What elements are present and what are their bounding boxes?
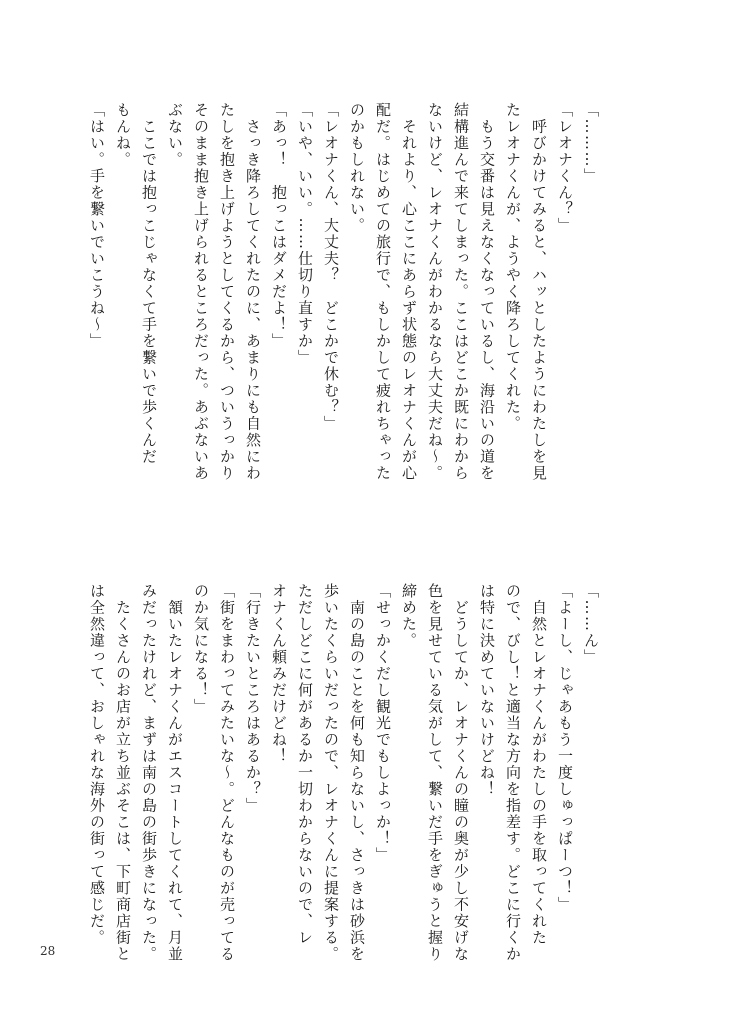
- text-line: 歩いたくらいだったので、レオナくんに提案する。: [322, 583, 340, 963]
- text-line: ここでは抱っこじゃなくて手を繋いで歩くんだ: [140, 102, 158, 465]
- text-line: 「……ん」: [582, 583, 600, 666]
- text-line: さっき降ろしてくれたのに、あまりにも自然にわ: [244, 102, 262, 482]
- text-line: 「いや、いい。……仕切り直すか」: [296, 102, 314, 366]
- text-block-bottom: [84, 583, 604, 963]
- text-line: 「よーし、じゃあもう一度しゅっぱーつ！」: [556, 583, 574, 913]
- text-line: ので、びし！と適当な方向を指差す。どこに行くか: [504, 583, 522, 963]
- text-line: たレオナくんが、ようやく降ろしてくれた。: [504, 102, 522, 432]
- text-line: のか気になる！」: [192, 583, 210, 715]
- text-line: 「………」: [582, 102, 600, 185]
- text-line: 「あっ！ 抱っこはダメだよ！」: [270, 102, 288, 350]
- text-line: 「レオナくん？」: [556, 102, 574, 234]
- text-line: たしを抱き上げようとしてくるから、ついうっかり: [218, 102, 236, 482]
- text-line: は特に決めていないけどね！: [478, 583, 496, 798]
- text-line: 「街をまわってみたいな〜。どんなものが売ってる: [218, 583, 236, 963]
- text-line: 結構進んで来てしまった。ここはどこか既にわから: [452, 102, 470, 482]
- page-number: 28: [40, 944, 56, 958]
- text-line: もう交番は見えなくなっているし、海沿いの道を: [478, 102, 496, 482]
- text-line: それより、心ここにあらず状態のレオナくんが心: [400, 102, 418, 482]
- text-line: のかもしれない。: [348, 102, 366, 234]
- text-line: みだったけれど、まずは南の島の街歩きになった。: [140, 583, 158, 963]
- text-line: 配だ。はじめての旅行で、もしかして疲れちゃった: [374, 102, 392, 482]
- text-line: そのまま抱き上げられるところだった。あぶないあ: [192, 102, 210, 482]
- text-line: 「レオナくん、大丈夫？ どこかで休む？」: [322, 102, 340, 432]
- text-line: 「行きたいところはあるか？」: [244, 583, 262, 814]
- text-line: オナくん頼みだけどね！: [270, 583, 288, 765]
- text-line: 「せっかくだし観光でもしよっか！」: [374, 583, 392, 864]
- text-line: 色を見せている気がして、繋いだ手をぎゅうと握り: [426, 583, 444, 963]
- text-line: は全然違って、おしゃれな海外の街って感じだ。: [88, 583, 106, 946]
- text-line: 自然とレオナくんがわたしの手を取ってくれた: [530, 583, 548, 946]
- text-line: ただしどこに何があるか一切わからないので、レ: [296, 583, 314, 946]
- text-line: 締めた。: [400, 583, 418, 649]
- text-line: たくさんのお店が立ち並ぶそこは、下町商店街と: [114, 583, 132, 963]
- text-line: 頷いたレオナくんがエスコートしてくれて、月並: [166, 583, 184, 963]
- text-line: どうしてか、レオナくんの瞳の奥が少し不安げな: [452, 583, 470, 963]
- text-line: 「はい。手を繋いでいこうね〜」: [88, 102, 106, 350]
- text-block-top: [84, 102, 604, 502]
- text-line: もんね。: [114, 102, 132, 168]
- text-line: 呼びかけてみると、ハッとしたようにわたしを見: [530, 102, 548, 482]
- text-line: ないけど、レオナくんがわかるなら大丈夫だね〜。: [426, 102, 444, 482]
- text-line: ぶない。: [166, 102, 184, 168]
- text-line: 南の島のことを何も知らないし、さっきは砂浜を: [348, 583, 366, 963]
